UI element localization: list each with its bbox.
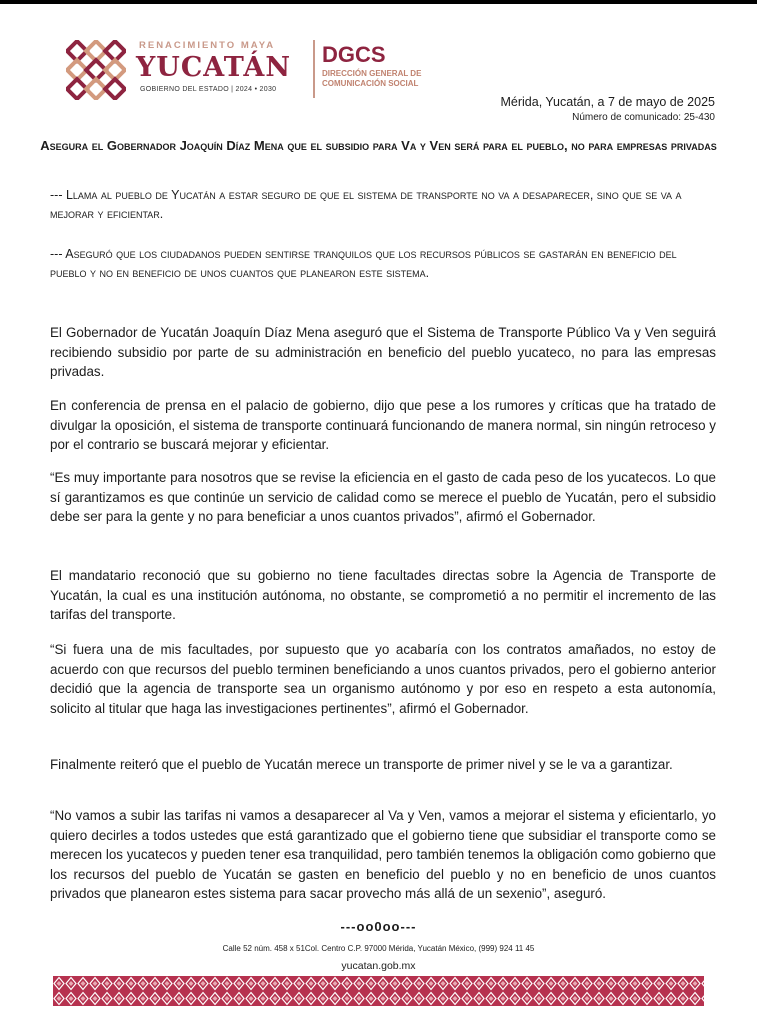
dgcs-line-1: DIRECCIÓN GENERAL DE [322, 69, 422, 78]
footer-maya-pattern [53, 976, 704, 1006]
dgcs-line-2: COMUNICACIÓN SOCIAL [322, 79, 419, 88]
dgcs-acronym: DGCS [322, 42, 386, 67]
summary-bullet-1: --- Llama al pueblo de Yucatán a estar seguro de que el sistema de transporte no va a desaparecer, sino que se va a mejorar y eficientar. [50, 188, 682, 221]
paragraph-4: El mandatario reconoció que su gobierno no tiene facultades directas sobre la Agencia de Transporte de Yucatán, la cual es una institución autónoma, no obstante, se comprometió a no permitir el incremento de las tarifas del transporte. [50, 568, 716, 622]
headline: Asegura el Gobernador Joaquín Díaz Mena que el subsidio para Va y Ven será para el pueblo, no para empresas privadas [40, 138, 717, 153]
maya-emblem-icon [66, 40, 126, 100]
brand-tagline: RENACIMIENTO MAYA [139, 40, 276, 51]
summary-bullet-2: --- Aseguró que los ciudadanos pueden sentirse tranquilos que los recursos públicos se gastarán en beneficio del pueblo y no en beneficio de unos cuantos que planearon este sistema. [50, 247, 677, 280]
paragraph-2: En conferencia de prensa en el palacio de gobierno, dijo que pese a los rumores y críticas que ha tratado de divulgar la oposición, el sistema de transporte continuará funcionando de manera normal, sin ningún retroceso y por el contrario se buscará mejorar y eficientar. [50, 398, 716, 452]
paragraph-6: Finalmente reiteró que el pueblo de Yucatán merece un transporte de primer nivel y se le va a garantizar. [50, 757, 673, 772]
footer-address: Calle 52 núm. 458 x 51Col. Centro C.P. 97000 Mérida, Yucatán México, (999) 924 11 45 [222, 944, 535, 953]
paragraph-1: El Gobernador de Yucatán Joaquín Díaz Mena aseguró que el Sistema de Transporte Público Va y Ven seguirá recibiendo subsidio por parte de su administración en beneficio del pueblo yucateco, no para las empresas privadas. [50, 325, 716, 379]
paragraph-5: “Si fuera una de mis facultades, por supuesto que yo acabaría con los contratos amañados, no estoy de acuerdo con que recursos del pueblo terminen beneficiando a unos cuantos privados, pero el gobierno anterior decidió que la agencia de transporte sea un organismo autónomo y por eso en respeto a esta autonomía, solicito al titular que haga las investigaciones pertinentes”, afirmó el Gobernador. [50, 642, 716, 716]
dateline: Mérida, Yucatán, a 7 de mayo de 2025 [500, 95, 715, 109]
logo-divider [313, 40, 315, 98]
dgcs-logo [322, 44, 421, 89]
paragraph-3: “Es muy importante para nosotros que se revise la eficiencia en el gasto de cada peso de los yucatecos. Lo que sí garantizamos es que continúe un servicio de calidad como se merece el pueblo de Yucatán, pero el subsidio debe ser para la gente y no para beneficiar a unos cuantos privados”, afirmó el Gobernador. [50, 470, 716, 524]
footer-website: yucatan.gob.mx [341, 960, 416, 972]
closing-mark: ---oo0oo--- [340, 919, 417, 934]
press-release-number: Número de comunicado: 25-430 [572, 112, 715, 123]
brand-subtitle: GOBIERNO DEL ESTADO | 2024 • 2030 [140, 86, 277, 93]
yucatan-logo [66, 36, 306, 102]
top-edge-bar [0, 0, 757, 4]
paragraph-7: “No vamos a subir las tarifas ni vamos a desaparecer al Va y Ven, vamos a mejorar el sistema y eficientarlo, yo quiero decirles a todos ustedes que está garantizado que el gobierno tiene que subsidiar el transporte como se merecen los yucatecos y pueden tener esa tranquilidad, pero también tenemos la obligación como gobierno que los recursos del pueblo de Yucatán se gasten en beneficio del pueblo y no en beneficio de unos cuantos privados que planearon estes sistema para sacar provecho más allá de un sexenio”, aseguró. [50, 808, 716, 901]
brand-name: YUCATÁN [136, 52, 292, 83]
